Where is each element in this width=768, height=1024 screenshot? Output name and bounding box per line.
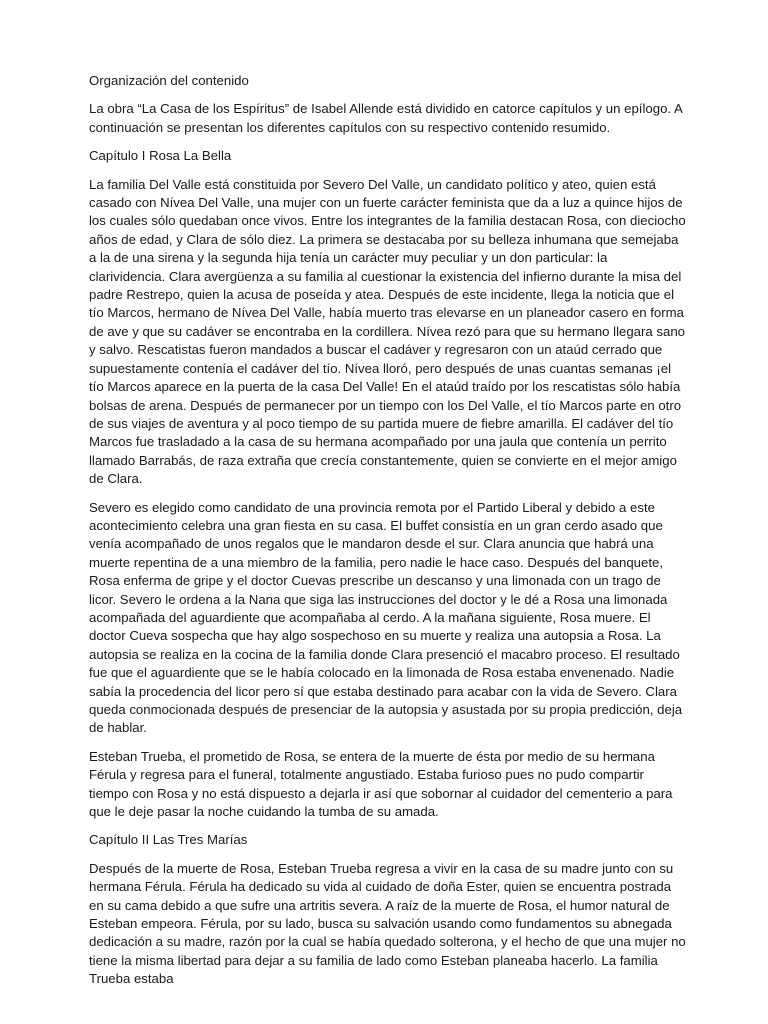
section-title: Organización del contenido — [89, 73, 249, 88]
chapter-1-paragraph-3: Esteban Trueba, el prometido de Rosa, se entera de la muerte de ésta por medio de su hermana Férula y regresa para el funeral, totalmente angustiado. Estaba furioso pues no pudo compartir tiempo con Rosa y no está dispuesto a dejarla ir así que sobornar al cuidador del cementerio a para que le deje pasar la noche cuidando la tumba de su amada. — [89, 748, 673, 820]
chapter-1-paragraph-1: La familia Del Valle está constituida por Severo Del Valle, un candidato político y ateo, quien está casado con Nívea Del Valle, una mujer con un fuerte carácter feminista que da a luz a quince hijos de los cuales sólo quedaban once vivos. Entre los integrantes de la familia destacan Rosa, con dieciocho años de edad, y Clara de sólo diez. La primera se destacaba por su belleza inhumana que semejaba a la de una sirena y la segunda hija tenía un carácter muy peculiar y un don particular: la clarividencia. Clara avergüenza a su familia al cuestionar la existencia del infierno durante la misa del padre Restrepo, quien la acusa de poseída y atea. Después de este incidente, llega la noticia que el tío Marcos, hermano de Nívea Del Valle, había muerto tras elevarse en un planeador casero en forma de ave y que su cadáver se encontraba en la cordillera. Nívea rezó para que su hermano llegara sano y salvo. Rescatistas fueron mandados a buscar el cadáver y regresaron con un ataúd cerrado que supuestamente contenía el cadáver del tío. Nívea lloró, pero después de unas cuantas semanas ¡el tío Marcos aparece en la puerta de la casa Del Valle! En el ataúd traído por los rescatistas sólo había bolsas de arena. Después de permanecer por un tiempo con los Del Valle, el tío Marcos parte en otro de sus viajes de aventura y al poco tiempo de su partida muere de fiebre amarilla. El cadáver del tío Marcos fue trasladado a la casa de su hermana acompañado por una jaula que contenía un perrito llamado Barrabás, de raza extraña que crecía constantemente, quien se convierte en el mejor amigo de Clara. — [89, 176, 686, 487]
chapter-2-paragraph-1: Después de la muerte de Rosa, Esteban Trueba regresa a vivir en la casa de su madre junto con su hermana Férula. Férula ha dedicado su vida al cuidado de doña Ester, quien se encuentra postrada en su cama debido a que sufre una artritis severa. A raíz de la muerte de Rosa, el humor natural de Esteban empeora. Férula, por su lado, busca su salvación usando como fundamentos su abnegada dedicación a su madre, razón por la cual se había quedado solterona, y el hecho de que una mujer no tiene la misma libertad para dejar a su familia de lado como Esteban planeaba hacerlo. La familia Trueba estaba — [89, 860, 686, 987]
chapter-2-title: Capítulo II Las Tres Marías — [89, 832, 248, 848]
intro-paragraph: La obra “La Casa de los Espíritus” de Isabel Allende está dividido en catorce capítulos y un epílogo. A continuación se presentan los diferentes capítulos con su respectivo contenido resumido. — [89, 101, 683, 135]
chapter-1-paragraph-2: Severo es elegido como candidato de una provincia remota por el Partido Liberal y debido a este acontecimiento celebra una gran fiesta en su casa. El buffet consistía en un gran cerdo asado que venía acompañado de unos regalos que le mandaron desde el sur. Clara anuncia que habrá una muerte repentina de a una miembro de la familia, pero nadie le hace caso. Después del banquete, Rosa enferma de gripe y el doctor Cuevas prescribe un descanso y una limonada con un trago de licor. Severo le ordena a la Nana que siga las instrucciones del doctor y le dé a Rosa una limonada acompañada del aguardiente que acompañaba al cerdo. A la mañana siguiente, Rosa muere. El doctor Cueva sospecha que hay algo sospechoso en su muerte y realiza una autopsia a Rosa. La autopsia se realiza en la cocina de la familia donde Clara presenció el macabro proceso. El resultado fue que el aguardiente que se le había colocado en la limonada de Rosa estaba envenenado. Nadie sabía la procedencia del licor pero sí que estaba destinado para acabar con la vida de Severo. Clara queda conmocionada después de presenciar de la autopsia y asustada por su propia predicción, deja de hablar. — [89, 499, 683, 736]
chapter-1-title: Capítulo I Rosa La Bella — [89, 148, 232, 164]
